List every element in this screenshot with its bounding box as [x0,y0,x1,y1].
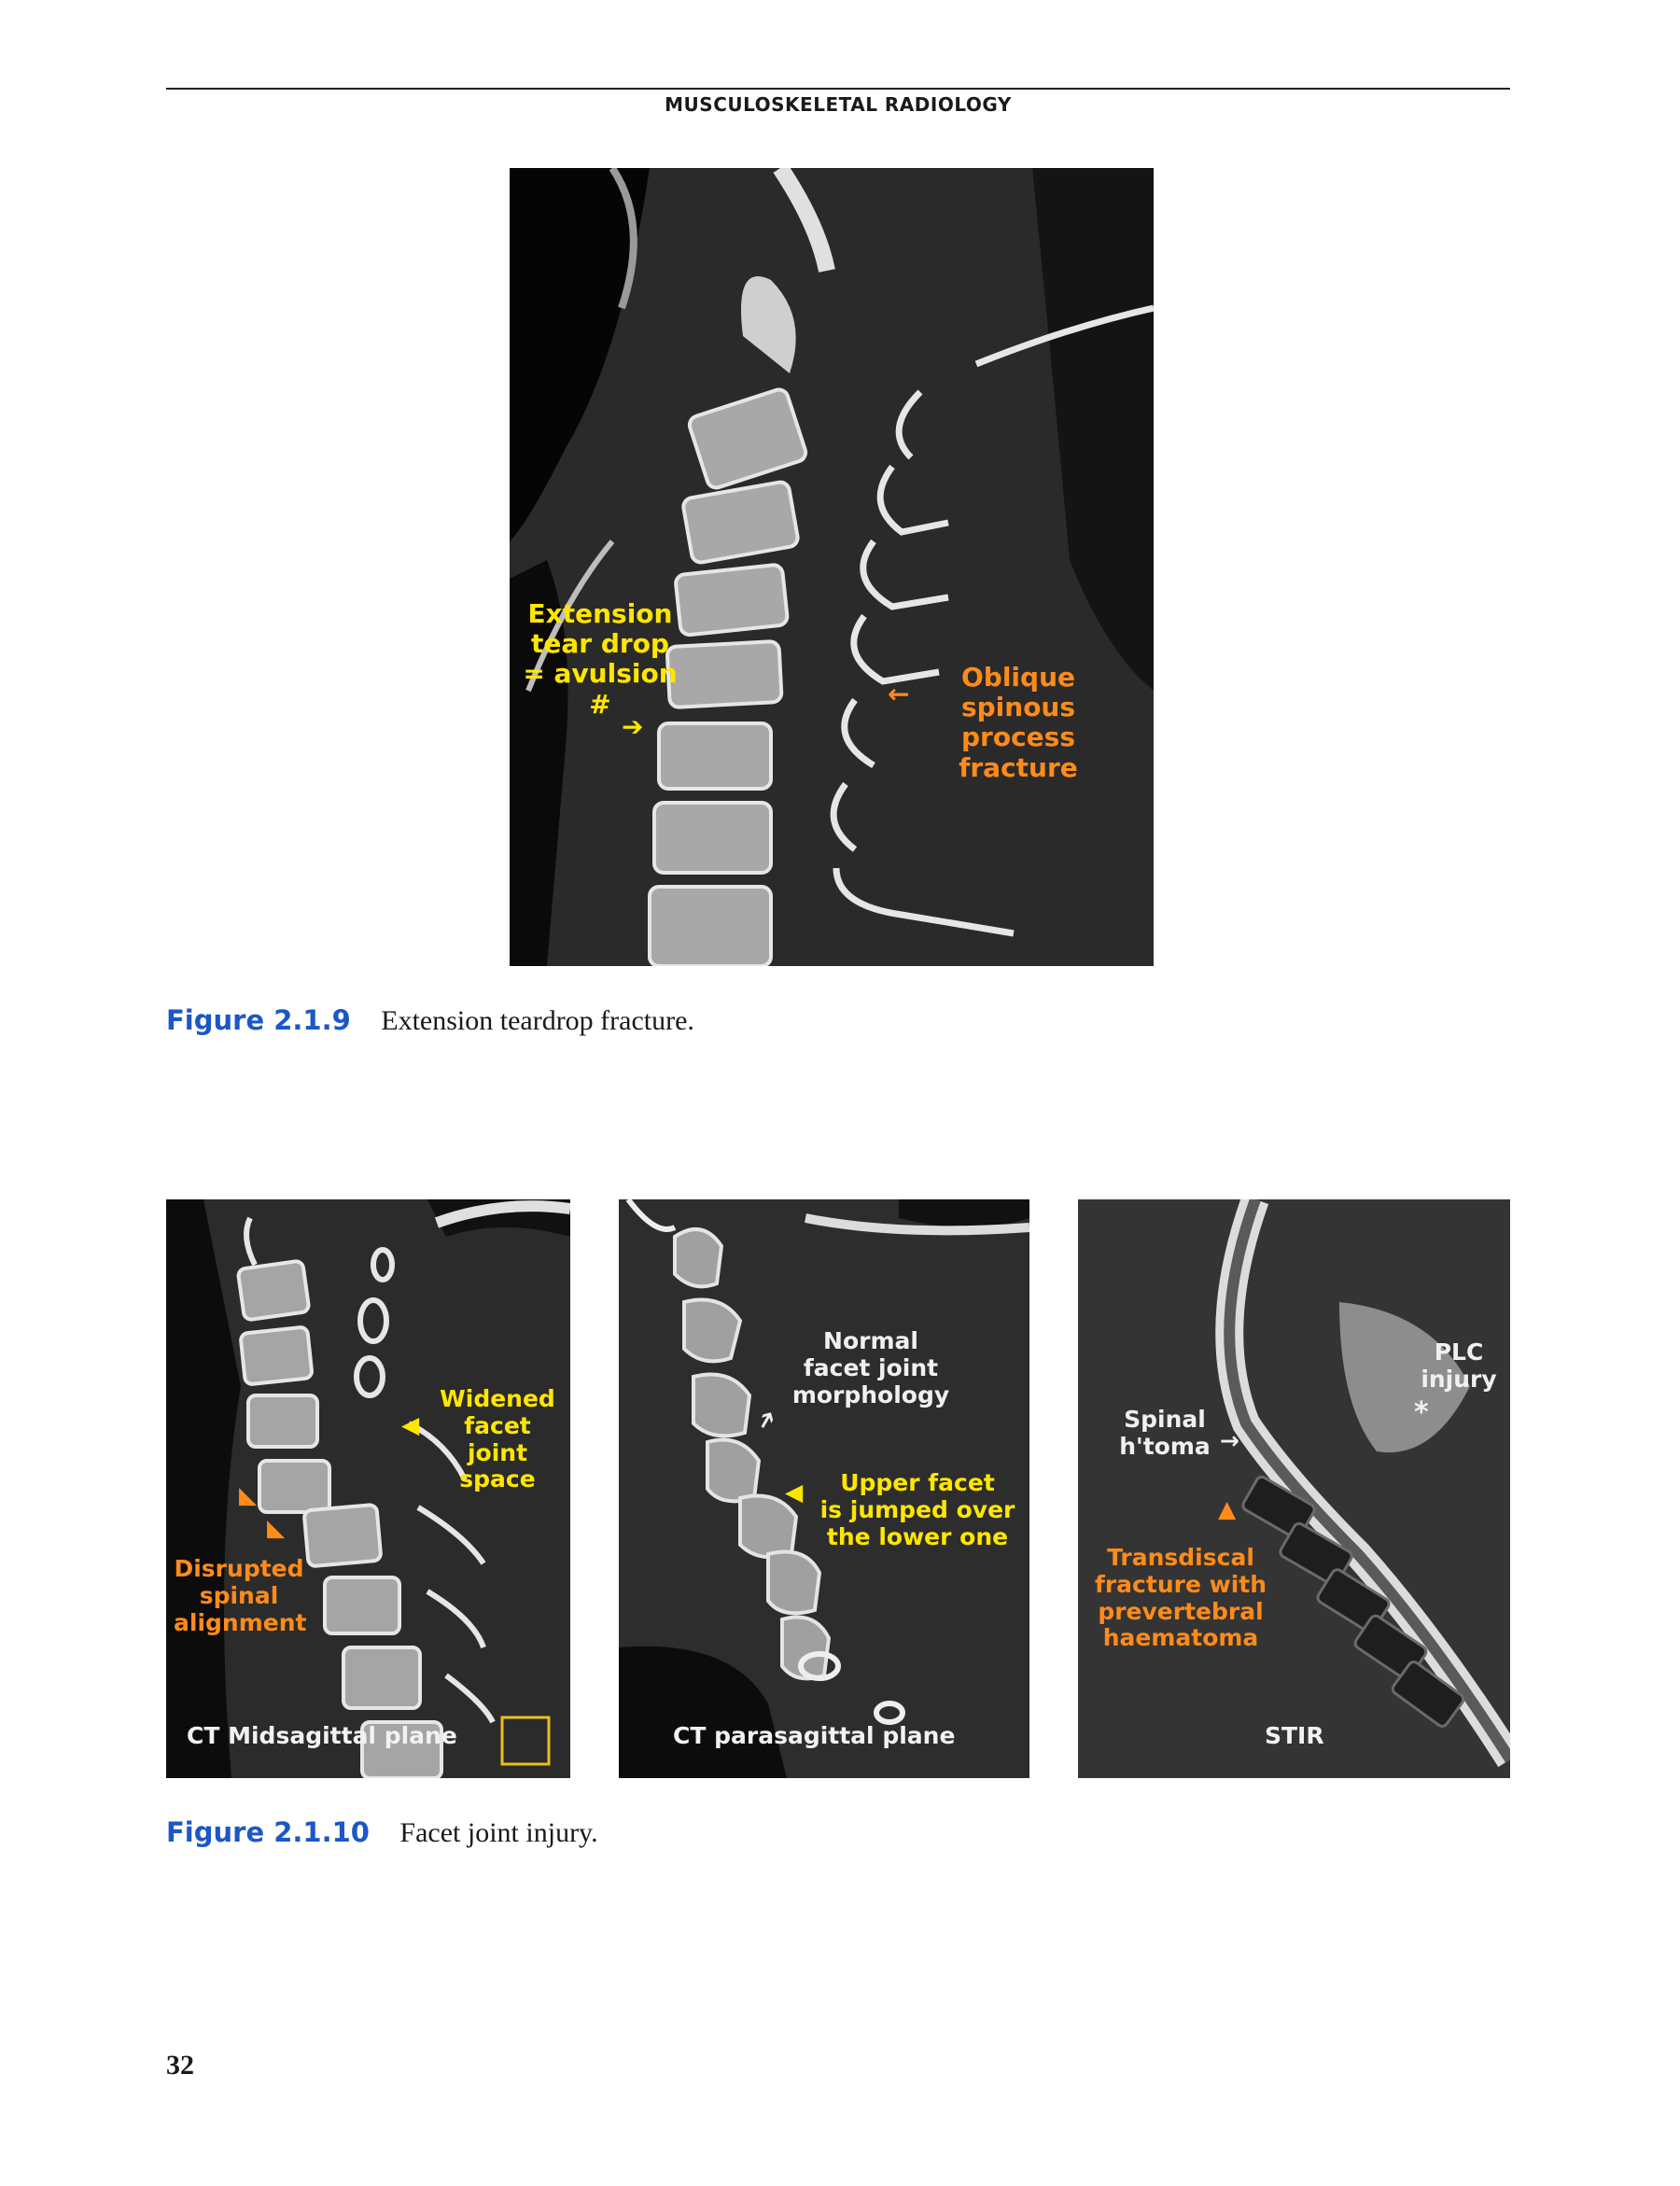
plc-asterisk: * [1414,1396,1429,1429]
normal-annotation: Normal facet joint morphology [791,1327,950,1408]
figure-2-1-9-caption [166,1004,694,1037]
header-rule [166,88,1510,90]
widened-annotation: Widened facet joint space [440,1385,555,1493]
ct-parasagittal-image [619,1199,1029,1778]
upper-facet-annotation: Upper facet is jumped over the lower one [819,1469,1015,1550]
figure-caption: Extension teardrop fracture. [381,1005,694,1036]
normal-arrow: ➔ [749,1404,783,1436]
stir-mri-illustration [1078,1199,1510,1778]
panel-plane-label: CT Midsagittal plane [187,1722,457,1749]
disrupted-arrow-1: ◣ [239,1481,258,1508]
disrupted-arrow-2: ◣ [267,1514,286,1541]
teardrop-annotation: Extension tear drop = avulsion # [523,598,678,720]
spinous-arrow: ← [888,679,910,709]
plc-annotation: PLC injury [1421,1338,1497,1393]
ct-sagittal-image [510,168,1154,966]
figure-label: Figure 2.1.9 [166,1004,351,1036]
spinous-annotation: Oblique spinous process fracture [959,662,1078,783]
spinal-hematoma-arrow: → [1220,1427,1239,1454]
running-title: MUSCULOSKELETAL RADIOLOGY [665,93,1012,116]
panel-plane-label: CT parasagittal plane [673,1722,956,1749]
transdiscal-arrow: ▲ [1218,1495,1237,1522]
spinal-hematoma-annotation: Spinal h'toma [1119,1406,1211,1460]
disrupted-annotation: Disrupted spinal alignment [174,1555,307,1636]
ct-spine-illustration [510,168,1154,966]
figure-label: Figure 2.1.10 [166,1816,370,1848]
page-number: 32 [166,2050,194,2081]
transdiscal-annotation: Transdiscal fracture with prevertebral haematoma [1094,1544,1267,1652]
figure-caption: Facet joint injury. [399,1817,598,1848]
stir-mri-image [1078,1199,1510,1778]
upper-facet-arrow: ◀ [785,1478,804,1506]
widened-arrow: ◀ [401,1411,420,1438]
teardrop-arrow: ➔ [622,711,644,742]
ct-midsagittal-image [166,1199,570,1778]
figure-2-1-10-caption [166,1816,598,1849]
panel-plane-label: STIR [1265,1722,1324,1749]
